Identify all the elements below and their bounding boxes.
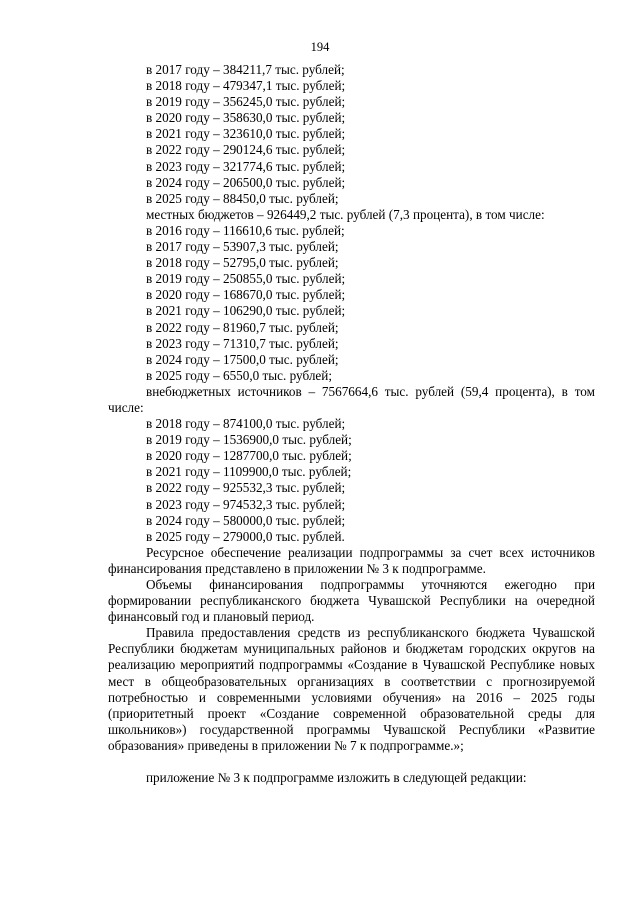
list-item: в 2017 году – 53907,3 тыс. рублей; (146, 239, 339, 255)
list-item: в 2019 году – 1536900,0 тыс. рублей; (146, 432, 352, 448)
list-item: в 2022 году – 81960,7 тыс. рублей; (146, 319, 339, 335)
local-budgets-header: местных бюджетов – 926449,2 тыс. рублей (7,3 процента), в том числе: (146, 206, 545, 222)
list-item: в 2021 году – 106290,0 тыс. рублей; (146, 303, 346, 319)
list-item: в 2018 году – 874100,0 тыс. рублей; (146, 416, 346, 432)
list-item: в 2021 году – 323610,0 тыс. рублей; (146, 126, 346, 142)
document-body (108, 62, 595, 786)
page-number: 194 (310, 40, 330, 54)
list-item: в 2023 году – 974532,3 тыс. рублей; (146, 496, 346, 512)
list-item: в 2016 году – 116610,6 тыс. рублей; (146, 222, 345, 238)
list-item: в 2024 году – 17500,0 тыс. рублей; (146, 351, 339, 367)
list-item: в 2018 году – 52795,0 тыс. рублей; (146, 255, 339, 271)
list-item: в 2019 году – 250855,0 тыс. рублей; (146, 271, 346, 287)
list-item: в 2025 году – 6550,0 тыс. рублей; (146, 367, 332, 383)
final-instruction: приложение № 3 к подпрограмме изложить в следующей редакции: (146, 770, 527, 786)
list-item: в 2019 году – 356245,0 тыс. рублей; (146, 94, 346, 110)
list-item: в 2018 году – 479347,1 тыс. рублей; (146, 78, 346, 94)
paragraph-funding-rules: Правила предоставления средств из республиканского бюджета Чувашской Республики бюджетам муниципальных районов и бюджетам городских округов на реализацию мероприятий подпрограммы «Создание в Чувашской Республике новых мест в общеобразовательных организациях в соответствии с прогнозируемой потребностью и современными условиями обучения» на 2016 – 2025 годы (приоритетный проект «Создание современной образовательной среды для школьников») государственной программы Чувашской Республики «Развитие образования» приведены в приложении № 7 к подпрограмме.»; (108, 625, 595, 753)
list-item: в 2023 году – 321774,6 тыс. рублей; (146, 158, 346, 174)
list-item: в 2025 году – 88450,0 тыс. рублей; (146, 190, 339, 206)
list-item: в 2022 году – 925532,3 тыс. рублей; (146, 480, 346, 496)
list-item: в 2024 году – 580000,0 тыс. рублей; (146, 512, 346, 528)
list-item: в 2022 году – 290124,6 тыс. рублей; (146, 142, 346, 158)
paragraph-resource-support: Ресурсное обеспечение реализации подпрограммы за счет всех источников финансирования представлено в приложении № 3 к подпрограмме. (108, 544, 595, 576)
list-item: в 2020 году – 1287700,0 тыс. рублей; (146, 448, 352, 464)
list-item: в 2017 году – 384211,7 тыс. рублей; (146, 62, 345, 77)
list-item: в 2024 году – 206500,0 тыс. рублей; (146, 174, 346, 190)
paragraph-financing-volumes: Объемы финансирования подпрограммы уточняются ежегодно при формировании республиканского бюджета Чувашской Республики на очередной финансовый год и плановый период. (108, 577, 595, 625)
list-item: в 2020 году – 358630,0 тыс. рублей; (146, 110, 346, 126)
list-item: в 2020 году – 168670,0 тыс. рублей; (146, 287, 346, 303)
extrabudgetary-header: внебюджетных источников – 7567664,6 тыс. рублей (59,4 процента), в том числе: (108, 383, 595, 415)
list-item: в 2021 году – 1109900,0 тыс. рублей; (146, 464, 352, 480)
list-item: в 2025 году – 279000,0 тыс. рублей. (146, 528, 345, 544)
list-item: в 2023 году – 71310,7 тыс. рублей; (146, 335, 339, 351)
spacer (108, 754, 595, 770)
